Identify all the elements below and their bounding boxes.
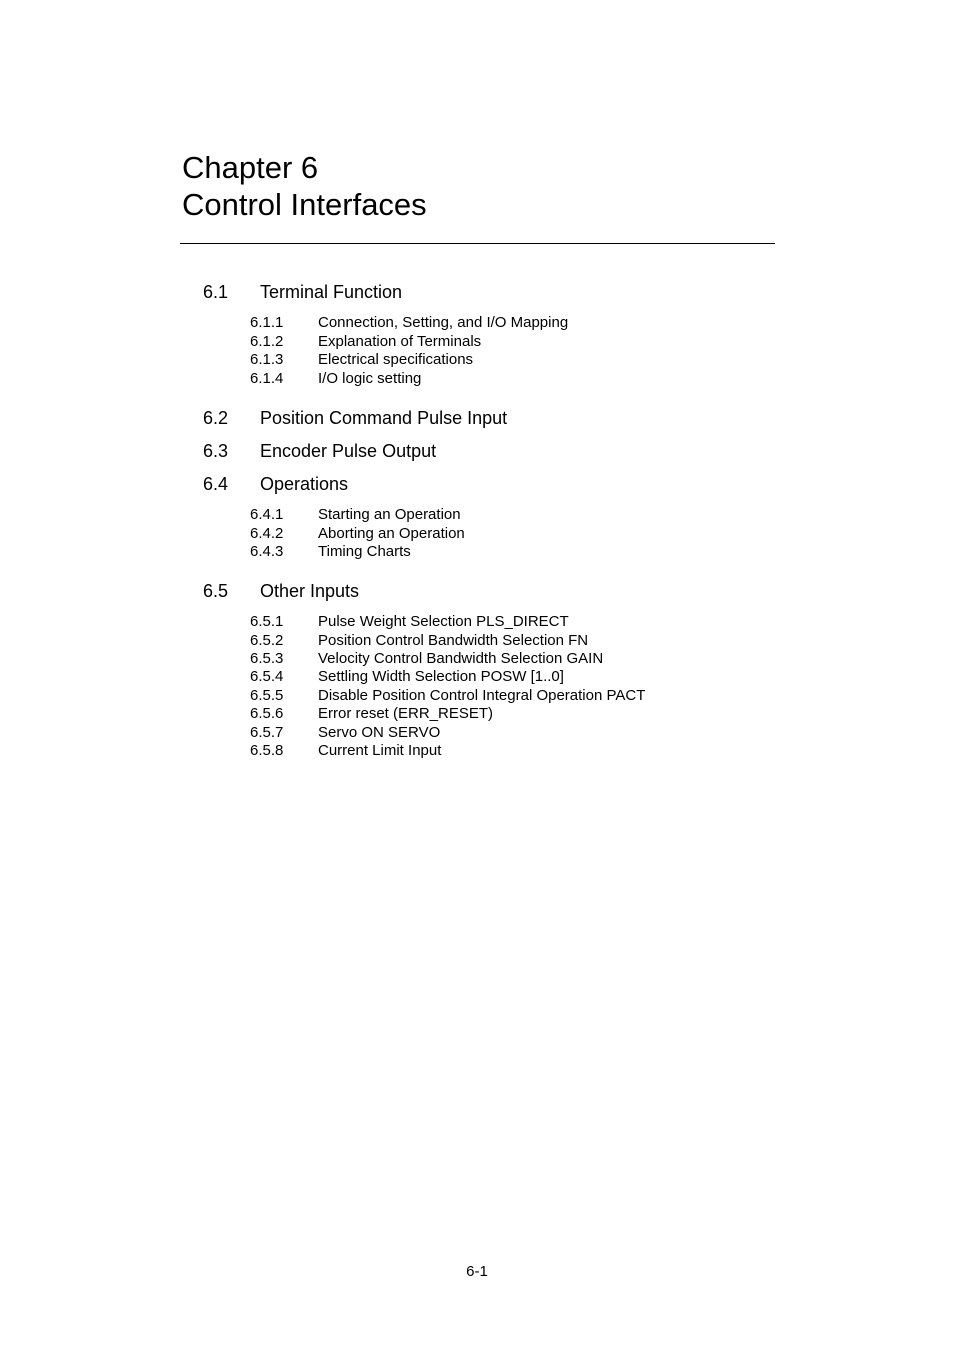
section-number: 6.2 [203, 408, 229, 428]
subsection-title: Timing Charts [318, 543, 411, 560]
subsection-title: Servo ON SERVO [318, 724, 441, 741]
subsection-number: 6.5.3 [250, 650, 284, 667]
title-divider [180, 243, 775, 244]
subsection-number: 6.1.4 [250, 370, 284, 387]
section-number: 6.1 [203, 282, 229, 302]
chapter-number: Chapter 6 [182, 150, 319, 185]
subsection-title: Electrical specifications [318, 351, 474, 368]
section-title: Position Command Pulse Input [260, 408, 508, 428]
section-number: 6.4 [203, 474, 229, 494]
subsection-number: 6.4.2 [250, 525, 284, 542]
subsection-title: Velocity Control Bandwidth Selection GAIN [318, 650, 604, 667]
subsection-number: 6.5.8 [250, 742, 284, 759]
subsection-number: 6.5.6 [250, 705, 284, 722]
subsection-title: Connection, Setting, and I/O Mapping [318, 314, 569, 331]
subsection-title: Starting an Operation [318, 506, 461, 523]
section-title: Other Inputs [260, 581, 360, 601]
section-number: 6.3 [203, 441, 229, 461]
subsection-number: 6.1.2 [250, 333, 284, 350]
subsection-title: Settling Width Selection POSW [1..0] [318, 668, 564, 685]
section-title: Operations [260, 474, 349, 494]
subsection-number: 6.4.3 [250, 543, 284, 560]
chapter-name: Control Interfaces [182, 187, 427, 222]
subsection-title: Current Limit Input [318, 742, 442, 759]
subsection-title: Error reset (ERR_RESET) [318, 705, 494, 722]
subsection-number: 6.5.7 [250, 724, 284, 741]
subsection-title: I/O logic setting [318, 370, 422, 387]
subsection-number: 6.5.5 [250, 687, 284, 704]
section-title: Terminal Function [260, 282, 403, 302]
subsection-number: 6.1.3 [250, 351, 284, 368]
subsection-title: Aborting an Operation [318, 525, 465, 542]
subsection-number: 6.1.1 [250, 314, 284, 331]
subsection-number: 6.5.1 [250, 613, 284, 630]
section-title: Encoder Pulse Output [260, 441, 437, 461]
page-number: 6-1 [466, 1263, 488, 1280]
subsection-title: Disable Position Control Integral Operation PACT [318, 687, 646, 704]
subsection-title: Explanation of Terminals [318, 333, 482, 350]
section-number: 6.5 [203, 581, 229, 601]
subsection-title: Pulse Weight Selection PLS_DIRECT [318, 613, 569, 630]
subsection-number: 6.5.4 [250, 668, 284, 685]
subsection-number: 6.4.1 [250, 506, 284, 523]
subsection-title: Position Control Bandwidth Selection FN [318, 632, 589, 649]
subsection-number: 6.5.2 [250, 632, 284, 649]
